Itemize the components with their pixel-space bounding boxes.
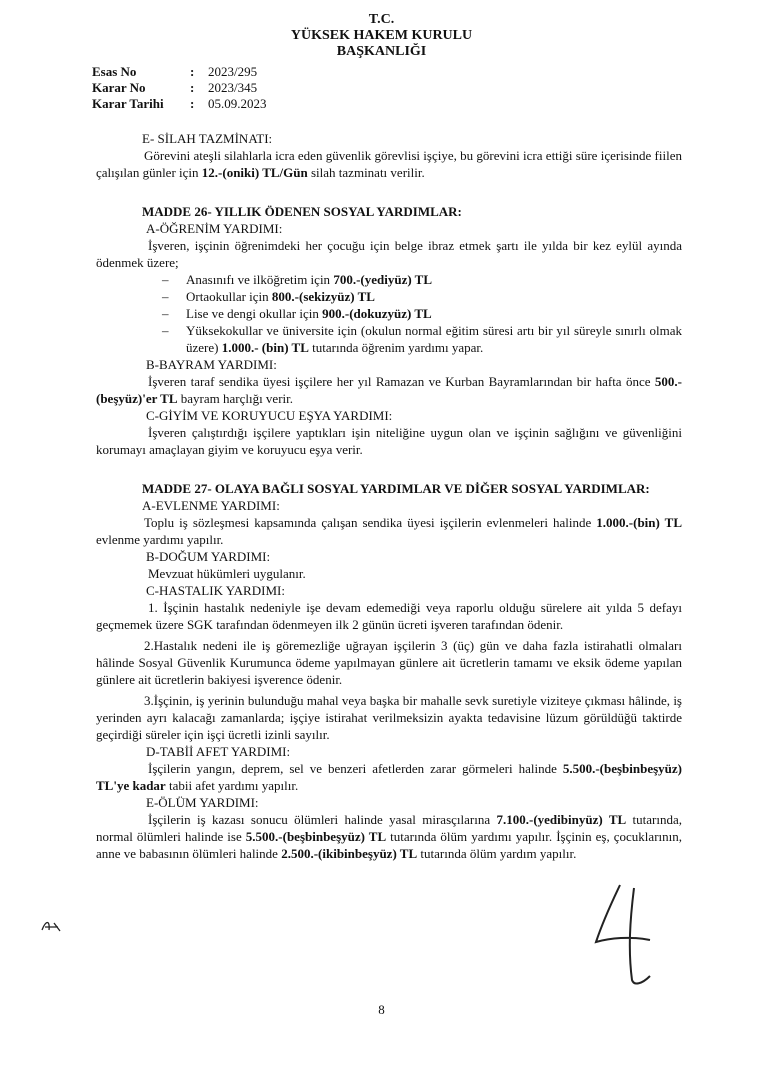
hastalik-item-2: 2.Hastalık nedeni ile iş göremezliğe uğrayan işçilerin 3 (üç) gün ve daha fazla istirahatli olmaları hâlinde Sosyal Güvenlik Kurumunca ödeme yapılmayan günlere ait ücretlerin tamamı ve eksik ödeme yapılan günlere ait ücretlerin bakiyesi işverence ödenir.: [96, 638, 682, 687]
afet-heading: D-TABİİ AFET YARDIMI:: [146, 744, 291, 759]
evlenme-heading: A-EVLENME YARDIMI:: [142, 498, 280, 513]
header-institution: YÜKSEK HAKEM KURULU: [290, 28, 473, 43]
meta-colon: :: [190, 64, 195, 79]
list-item: – Ortaokullar için 800.-(sekizyüz) TL: [162, 288, 682, 305]
meta-value: 2023/345: [208, 80, 258, 95]
giyim-heading: C-GİYİM VE KORUYUCU EŞYA YARDIMI:: [146, 408, 393, 423]
meta-row-karar: [92, 80, 267, 96]
madde-26-title: MADDE 26- YILLIK ÖDENEN SOSYAL YARDIMLAR:: [142, 204, 462, 219]
giyim-paragraph: İşveren çalıştırdığı işçilere yaptıkları işin niteliğine uygun olan ve işçinin sağlığını ve güvenliğini korumayı amaçlayan giyim ve koruyucu eşya verir.: [96, 425, 682, 457]
initial-mark-icon: [40, 918, 62, 934]
silah-paragraph: Görevini ateşli silahlarla icra eden güvenlik görevlisi işçiye, bu görevini icra ettiği süre içerisinde fiilen çalışılan günler için 12.-(oniki) TL/Gün silah tazminatı verilir.: [96, 148, 682, 180]
meta-colon: :: [190, 80, 195, 95]
dogum-heading: B-DOĞUM YARDIMI:: [146, 549, 271, 564]
hastalik-item-1: 1. İşçinin hastalık nedeniyle işe devam edemediği veya raporlu olduğu sürelere ait yılda 5 defayı geçmemek üzere SGK tarafından ödenmeyen ilk 2 günün ücreti işveren tarafından ödenir.: [96, 600, 682, 632]
meta-row-tarih: [92, 96, 267, 112]
meta-key: Karar No: [92, 80, 146, 95]
ogrenim-list: [96, 271, 682, 356]
afet-paragraph: İşçilerin yangın, deprem, sel ve benzeri afetlerden zarar görmeleri halinde 5.500.-(beşbinbeşyüz) TL'ye kadar tabii afet yardımı yapılır.: [96, 761, 682, 793]
document-body: [96, 130, 682, 862]
bayram-paragraph: İşveren taraf sendika üyesi işçilere her yıl Ramazan ve Kurban Bayramlarından bir hafta önce 500.-(beşyüz)'er TL bayram harçlığı verir.: [96, 374, 682, 406]
hastalik-item-3: 3.İşçinin, iş yerinin bulunduğu mahal veya başka bir mahalle sevk suretiyle viziteye çıkması hâlinde, iş yerinden ayrı kalacağı zamanlarda; işçiye istirahat verilmeksizin ayakta tedavisine lüzum görüldüğü taktirde geçirdiği süreler için işçi ücretli izinli sayılır.: [96, 693, 682, 742]
header-tc: T.C.: [368, 12, 395, 27]
list-item: – Yüksekokullar ve üniversite için (okulun normal eğitim süresi artı bir yıl süreyle sınırlı olmak üzere) 1.000.- (bin) TL tutarında öğrenim yardımı yapar.: [162, 322, 682, 356]
page-number: 8: [378, 1002, 385, 1017]
meta-colon: :: [190, 96, 195, 111]
dogum-paragraph: Mevzuat hükümleri uygulanır.: [148, 566, 306, 581]
list-item: – Lise ve dengi okullar için 900.-(dokuzyüz) TL: [162, 305, 682, 322]
meta-key: Esas No: [92, 64, 137, 79]
header-presidency: BAŞKANLIĞI: [336, 44, 427, 59]
hastalik-heading: C-HASTALIK YARDIMI:: [146, 583, 285, 598]
meta-value: 05.09.2023: [208, 96, 267, 111]
olum-heading: E-ÖLÜM YARDIMI:: [146, 795, 259, 810]
madde-27-title: MADDE 27- OLAYA BAĞLI SOSYAL YARDIMLAR VE DİĞER SOSYAL YARDIMLAR:: [142, 481, 650, 496]
meta-row-esas: [92, 64, 267, 80]
ogrenim-heading: A-ÖĞRENİM YARDIMI:: [146, 221, 283, 236]
evlenme-paragraph: Toplu iş sözleşmesi kapsamında çalışan sendika üyesi işçilerin evlenmeleri halinde 1.000.-(bin) TL evlenme yardımı yapılır.: [96, 515, 682, 547]
meta-value: 2023/295: [208, 64, 258, 79]
ogrenim-intro: İşveren, işçinin öğrenimdeki her çocuğu için belge ibraz etmek şartı ile yılda bir kez eylül ayında ödenmek üzere;: [96, 238, 682, 270]
olum-paragraph: İşçilerin iş kazası sonucu ölümleri halinde yasal mirasçılarına 7.100.-(yedibinyüz) TL tutarında, normal ölümleri halinde ise 5.500.-(beşbinbeşyüz) TL tutarında ölüm yardımı yapılır. İşçinin eş, çocuklarının, anne ve babasının ölümleri halinde 2.500.-(ikibinbeşyüz) TL tutarında ölüm yardım yapılır.: [96, 812, 683, 861]
case-meta: [92, 64, 267, 112]
silah-heading: E- SİLAH TAZMİNATI:: [142, 131, 273, 146]
silah-amount: 12.-(oniki) TL/Gün: [201, 165, 308, 180]
meta-key: Karar Tarihi: [92, 96, 164, 111]
signature-icon: [590, 880, 660, 990]
document-header: [0, 12, 763, 60]
bayram-heading: B-BAYRAM YARDIMI:: [146, 357, 277, 372]
list-item: – Anasınıfı ve ilköğretim için 700.-(yediyüz) TL: [162, 271, 682, 288]
